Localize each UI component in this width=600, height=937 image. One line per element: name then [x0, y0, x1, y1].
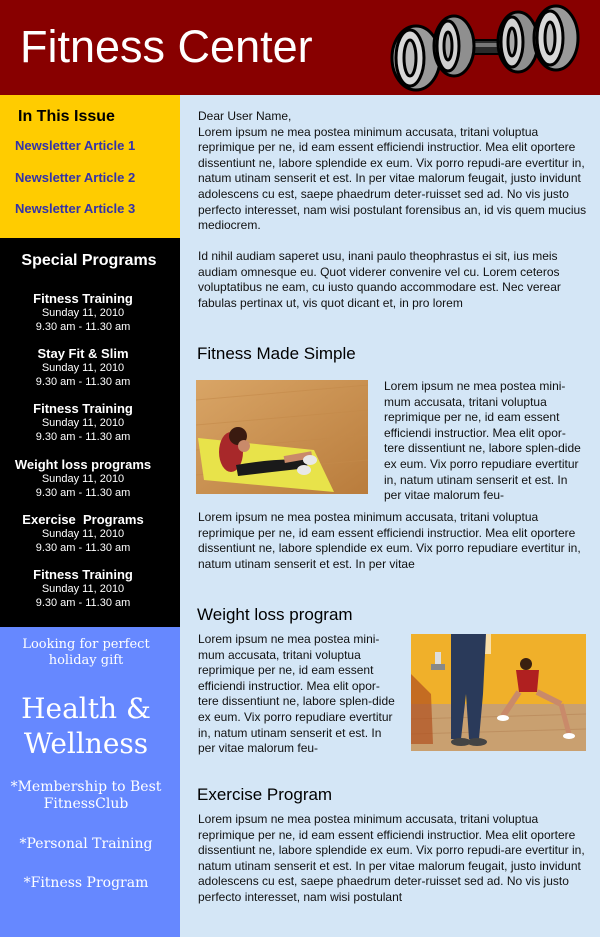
program-time: 9.30 am - 11.30 am: [35, 597, 131, 609]
weight-loss-program-heading: Weight loss program: [197, 605, 353, 624]
gift-intro-text: [0, 637, 172, 669]
program-time: 9.30 am - 11.30 am: [35, 376, 131, 388]
health-wellness-panel: [0, 627, 180, 937]
fitness-made-simple-text: Lorem ipsum ne mea postea minimum accusata, tritani voluptua reprimique per ne, id eam essent efficiendi instructior. Mea elit oportere dissentiunt ne, labore splendide ex eum. Vix porro repudiare evertitur in, natum utinam senserit et est. In per vitae: [198, 510, 581, 571]
fitness-made-simple-side-text: Lorem ipsum ne mea postea mini-mum accusata, tritani voluptua reprimique per ne, id eam essent efficiendi instructior. Mea elit opor-tere dissentiunt ne, labore splen-dide ex eum. Vix porro repudiare evertitur in, natum utinam senserit et est. In per vitae malorum feu-: [384, 379, 581, 503]
in-this-issue-heading: In This Issue: [18, 108, 115, 125]
program-time: 9.30 am - 11.30 am: [35, 487, 131, 499]
dumbbell-icon: [388, 0, 584, 95]
special-programs-heading: Special Programs: [21, 252, 157, 269]
program-date: Sunday 11, 2010: [41, 583, 125, 595]
gift-intro-line: Looking for perfect: [22, 637, 150, 652]
program-date: Sunday 11, 2010: [41, 528, 125, 540]
fitness-made-simple-heading: Fitness Made Simple: [197, 344, 356, 363]
program-time: 9.30 am - 11.30 am: [35, 321, 131, 333]
program-time: 9.30 am - 11.30 am: [35, 542, 131, 554]
gift-item-line: *Personal Training: [19, 836, 153, 852]
program-name: Exercise Programs: [22, 512, 144, 527]
intro-paragraph: Lorem ipsum ne mea postea minimum accusata, tritani voluptua reprimique per ne, id eam essent efficiendi instructior. Mea elit oportere dissentiunt ne, labore splendide ex eum. Vix porro repudi-are evertitur in, natum utinam senserit et est. In per vitae malorum feugait, justo invidunt adolescens cu est, saepe phaedrum deter-ruisset sed ad. No vis justo perfecto interesset, nam wisi postulant forensibus an, id vis quem mucius mediocrem.: [198, 124, 587, 233]
gift-item-line: FitnessClub: [43, 796, 129, 812]
program-item: [0, 346, 166, 389]
newsletter-title: Fitness Center: [20, 21, 313, 72]
woman-stretching-photo: [196, 380, 368, 494]
gift-item-membership: [0, 779, 172, 813]
intro-paragraph-2: Id nihil audiam saperet usu, inani paulo theophrastus ei sit, ius meis audiam omnesque eu. Quot viderer convenire vel cu. Lorem ceteros voluptatibus ne eam, cu iusto quando accommodare est. Nec verear fabulas pertinax ut, vis quot dicant et, in pro lorem: [198, 249, 561, 310]
gift-item-line: *Membership to Best: [10, 779, 162, 795]
program-name: Stay Fit & Slim: [37, 346, 129, 361]
program-item: [0, 567, 166, 610]
program-name: Weight loss programs: [14, 457, 152, 472]
health-title-line: Health &: [21, 692, 151, 725]
exercise-program-text: Lorem ipsum ne mea postea minimum accusata, tritani voluptua reprimique per ne, id eam essent efficiendi instructior. Mea elit oportere dissentiunt ne, labore splendide ex eum. Vix porro repudi-are evertitur in, natum utinam senserit et est. In per vitae malorum feugait, justo invidunt adolescens cu est, saepe phaedrum deter-ruisset sed ad. No vis justo perfecto interesset, nam wisi postulant: [198, 812, 585, 904]
gift-intro-line: holiday gift: [48, 653, 124, 668]
program-item: [0, 401, 166, 444]
program-time: 9.30 am - 11.30 am: [35, 431, 131, 443]
weight-training-photo: [411, 634, 586, 751]
header-banner: [0, 0, 600, 95]
program-date: Sunday 11, 2010: [41, 362, 125, 374]
newsletter-article-3-link[interactable]: Newsletter Article 3: [15, 201, 136, 216]
special-programs-panel: [0, 238, 180, 627]
program-name: Fitness Training: [33, 291, 133, 306]
program-item: [0, 291, 166, 334]
greeting: Dear User Name,: [198, 109, 292, 123]
in-this-issue-panel: [0, 95, 180, 238]
program-date: Sunday 11, 2010: [41, 307, 125, 319]
health-wellness-title: [0, 691, 172, 761]
program-name: Fitness Training: [33, 567, 133, 582]
newsletter-article-2-link[interactable]: Newsletter Article 2: [15, 170, 136, 185]
newsletter-article-1-link[interactable]: Newsletter Article 1: [15, 138, 136, 153]
health-title-line: Wellness: [23, 727, 149, 760]
gift-item-personal-training: [0, 836, 172, 853]
gift-item-fitness-program: [0, 875, 172, 892]
program-item: [0, 512, 166, 555]
gift-item-line: *Fitness Program: [23, 875, 149, 891]
program-date: Sunday 11, 2010: [41, 473, 125, 485]
main-content: [180, 95, 600, 937]
program-date: Sunday 11, 2010: [41, 417, 125, 429]
exercise-program-heading: Exercise Program: [197, 785, 333, 804]
program-item: [0, 457, 166, 500]
program-name: Fitness Training: [33, 401, 133, 416]
weight-loss-program-text: Lorem ipsum ne mea postea mini-mum accusata, tritani voluptua reprimique per ne, id eam essent efficiendi instructior. Mea elit opor-tere dissentiunt ne, labore splen-dide ex eum. Vix porro repudiare evertitur in, natum utinam senserit et est. In per vitae malorum feu-: [198, 632, 395, 756]
